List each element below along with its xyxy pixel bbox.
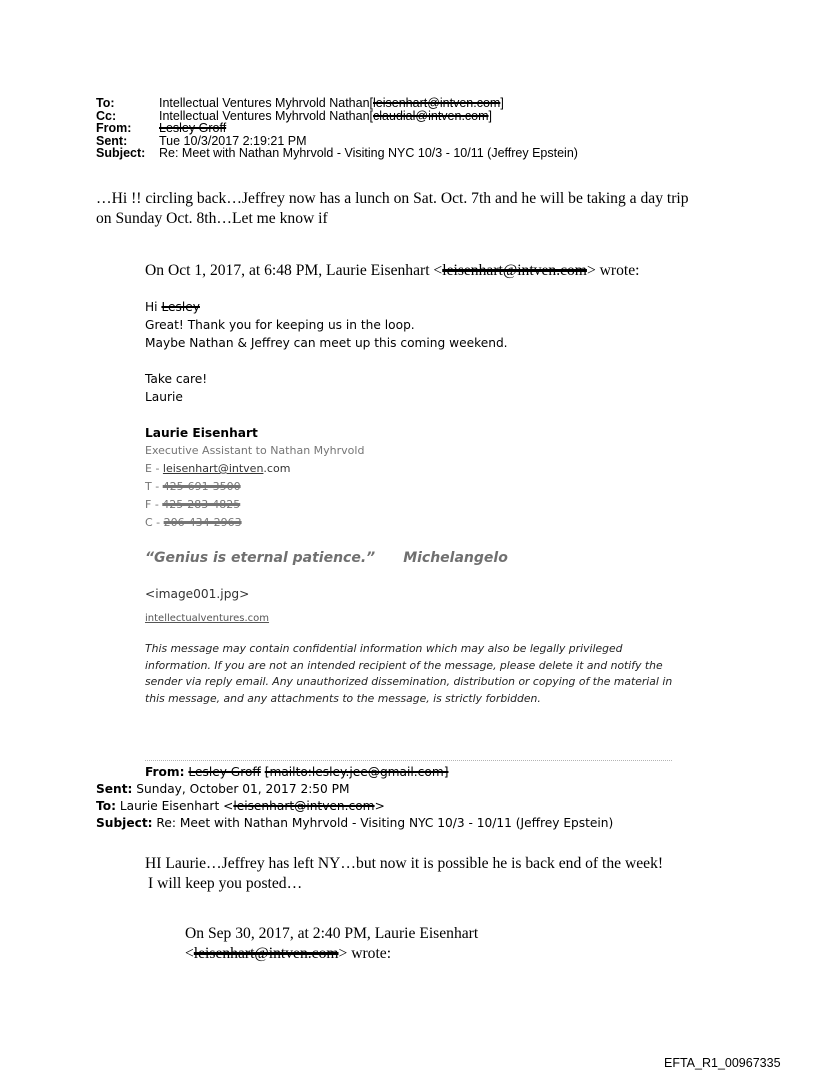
quoted-message	[145, 298, 508, 406]
signature-phone-t: T - 425-691-3500	[145, 480, 241, 493]
subject-label: Subject:	[96, 146, 146, 160]
message-line: on Sunday Oct. 8th…Let me know if	[96, 209, 328, 227]
quote-intro: On Oct 1, 2017, at 6:48 PM, Laurie Eisenhart <leisenhart@intven.com> wrote:	[145, 262, 640, 279]
to-label: To:	[96, 96, 115, 110]
forwarded-mailto-redacted: [mailto:lesley.jee@gmail.com]	[264, 765, 449, 779]
cc-value: Intellectual Ventures Myhrvold Nathan[claudial@intven.com]	[159, 108, 493, 123]
quote2-line: <leisenhart@intven.com> wrote:	[185, 944, 392, 962]
image-placeholder: <image001.jpg>	[145, 587, 250, 601]
message-body	[96, 189, 689, 228]
quoted-line: Great! Thank you for keeping us in the loop.	[145, 318, 415, 332]
signature	[145, 424, 364, 532]
signature-email: E - leisenhart@intven.com	[145, 462, 291, 475]
forwarded-from-name-redacted: Lesley Groff	[188, 765, 261, 779]
message-line: HI Laurie…Jeffrey has left NY…but now it is possible he is back end of the week!	[145, 855, 664, 872]
to-value: Intellectual Ventures Myhrvold Nathan[leisenhart@intven.com]	[159, 96, 504, 110]
separator-line	[145, 760, 672, 761]
from-label: From:	[96, 121, 132, 135]
phone-t-redacted: 425-691-3500	[162, 480, 241, 493]
subject-value: Re: Meet with Nathan Myhrvold - Visiting NYC 10/3 - 10/11 (Jeffrey Epstein)	[159, 146, 578, 160]
closing-name: Laurie	[145, 390, 183, 404]
quoted-line: Maybe Nathan & Jeffrey can meet up this coming weekend.	[145, 336, 508, 350]
forwarded-subject: Subject: Re: Meet with Nathan Myhrvold - Visiting NYC 10/3 - 10/11 (Jeffrey Epstein)	[96, 816, 614, 830]
message-line: I will keep you posted…	[148, 874, 303, 892]
greeting-name-redacted: Lesley	[161, 300, 200, 314]
signature-quote: “Genius is eternal patience.” Michelangelo	[145, 550, 508, 566]
greeting: Hi Lesley	[145, 300, 200, 314]
forwarded-from: From: Lesley Groff [mailto:lesley.jee@gmail.com]	[145, 765, 449, 779]
bates-number: EFTA_R1_00967335	[664, 1056, 781, 1070]
quote-email-redacted: leisenhart@intven.com	[442, 262, 587, 279]
forwarded-to: To: Laurie Eisenhart <leisenhart@intven.com>	[96, 799, 385, 813]
disclaimer: This message may contain confidential information which may also be legally privileged information. If you are not an intended recipient of the message, please delete it and notify the sender via reply email. Any unauthorized dissemination, distribution or copying of the material in this message, and any attachments to the message, is strictly forbidden.	[145, 642, 673, 705]
sent-value: Tue 10/3/2017 2:19:21 PM	[159, 133, 307, 148]
phone-f-redacted: 425-283-4825	[162, 498, 241, 511]
signature-phone-c: C - 206-434-2963	[145, 516, 242, 529]
sent-label: Sent:	[96, 133, 128, 148]
to-email-redacted: leisenhart@intven.com	[373, 96, 501, 110]
quote2-email-redacted: leisenhart@intven.com	[193, 944, 339, 962]
quote2-intro	[185, 924, 478, 963]
website-link[interactable]: intellectualventures.com	[145, 613, 270, 624]
message-line: …Hi !! circling back…Jeffrey now has a lunch on Sat. Oct. 7th and he will be taking a day trip	[96, 190, 689, 207]
cc-email-redacted: claudial@intven.com	[373, 108, 489, 123]
quote-author: Michelangelo	[403, 550, 508, 566]
signature-title: Executive Assistant to Nathan Myhrvold	[145, 444, 365, 457]
message2-body	[145, 854, 663, 893]
quote2-line: On Sep 30, 2017, at 2:40 PM, Laurie Eisenhart	[185, 925, 479, 942]
signature-email-link[interactable]: leisenhart@intven	[162, 462, 264, 475]
closing: Take care!	[145, 372, 208, 386]
signature-name: Laurie Eisenhart	[145, 426, 258, 440]
from-value-redacted: Lesley Groff	[159, 121, 227, 135]
forwarded-to-email-redacted: leisenhart@intven.com	[233, 799, 375, 813]
signature-phone-f: F - 425-283-4825	[145, 498, 241, 511]
cc-label: Cc:	[96, 108, 117, 123]
email-header	[96, 97, 736, 177]
phone-c-redacted: 206-434-2963	[163, 516, 242, 529]
forwarded-sent: Sent: Sunday, October 01, 2017 2:50 PM	[96, 782, 350, 796]
